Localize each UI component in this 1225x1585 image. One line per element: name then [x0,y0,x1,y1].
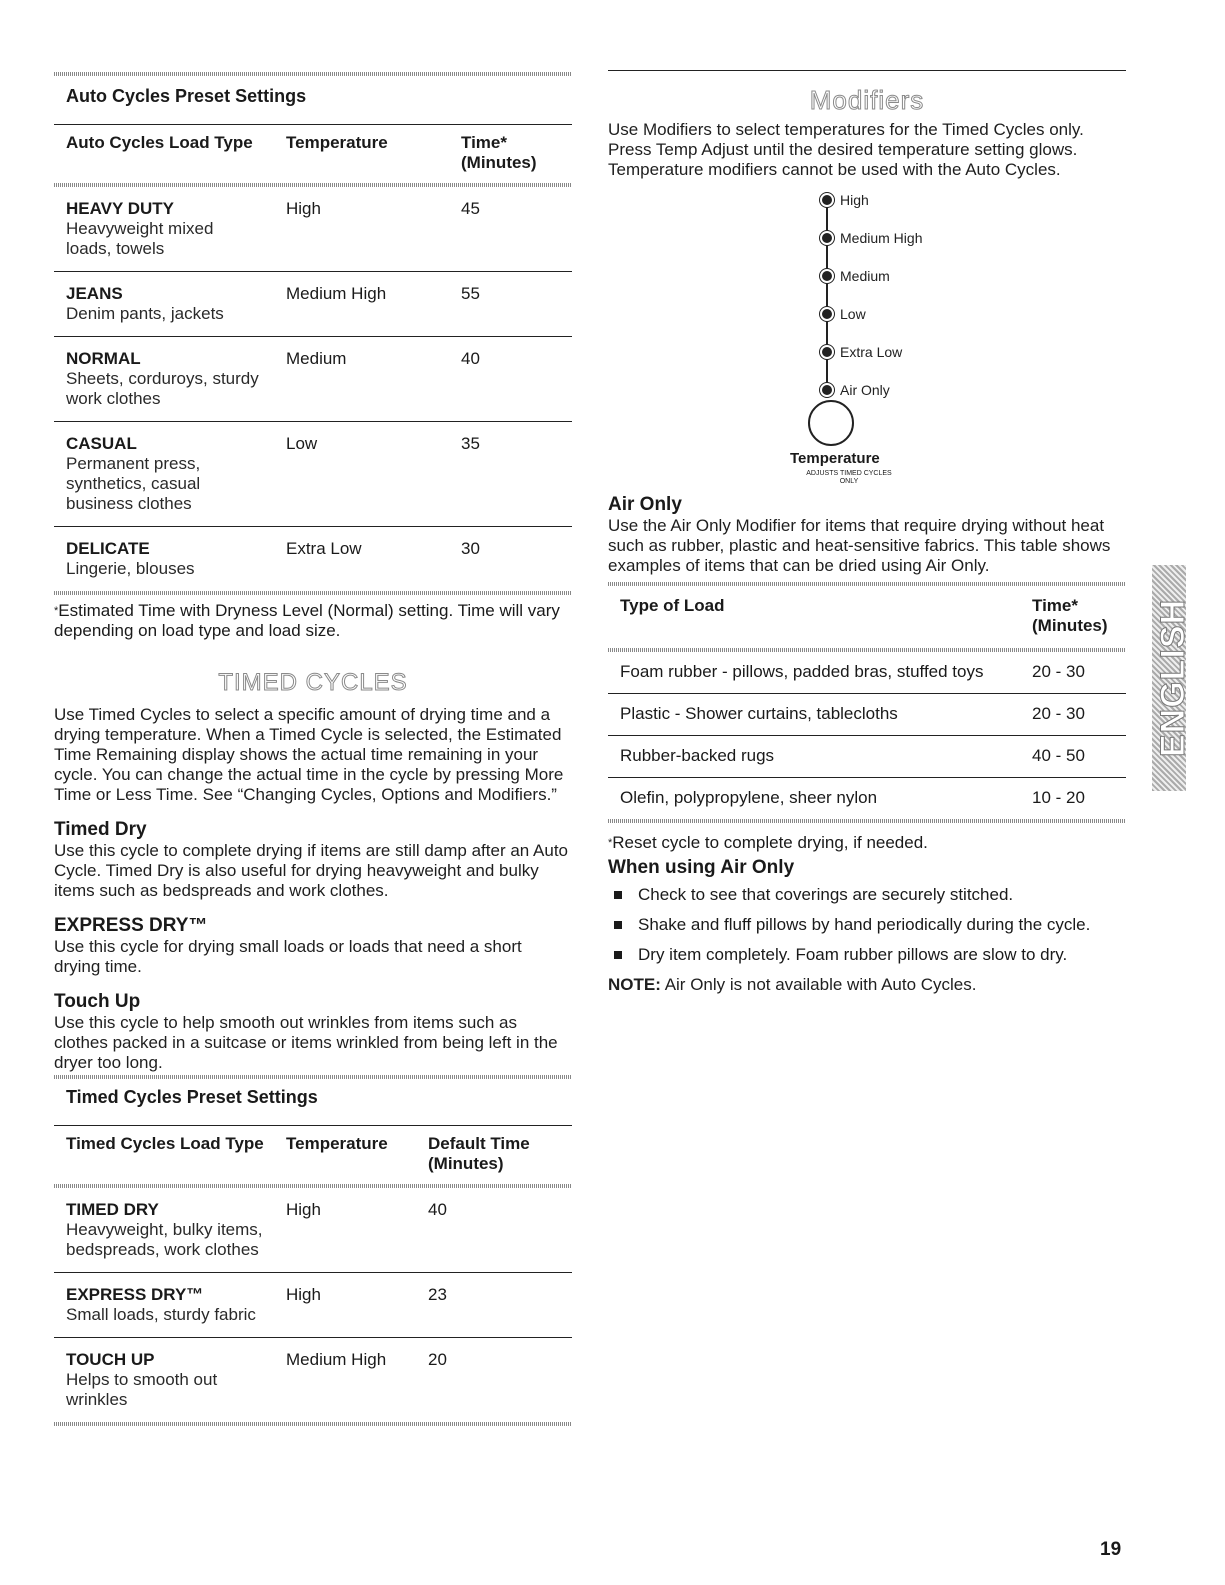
air-only-table [608,586,1126,819]
table-row: Foam rubber - pillows, padded bras, stuffed toys 20 - 30 [608,652,1126,694]
touch-up-heading: Touch Up [54,991,141,1012]
note: NOTE: Air Only is not available with Auto Cycles. [608,975,977,994]
indicator-light-icon [820,231,834,245]
table-row: TIMED DRY Heavyweight, bulky items, bedspreads, work clothes High 40 [54,1188,572,1273]
column-header: Temperature [286,1134,388,1153]
express-dry-heading: EXPRESS DRY™ [54,915,208,936]
table-row: NORMAL Sheets, corduroys, sturdy work clothes Medium 40 [54,337,572,422]
column-header: Timed Cycles Load Type [66,1134,264,1153]
express-dry-text: Use this cycle for drying small loads or loads that need a short drying time. [54,937,522,976]
table-row: EXPRESS DRY™ Small loads, sturdy fabric High 23 [54,1273,572,1338]
table-header-row [608,586,1126,648]
column-header: Temperature [286,133,388,152]
left-column [54,72,572,1426]
right-column [608,70,1126,995]
auto-table-footnote: *Estimated Time with Dryness Level (Normal) setting. Time will vary depending on load type and load size. [54,601,560,640]
indicator-light-icon [820,193,834,207]
table-row: CASUAL Permanent press, synthetics, casual business clothes Low 35 [54,422,572,527]
dial-sublabel: ADJUSTS TIMED CYCLES ONLY [806,470,892,485]
table-header-row [54,1126,572,1174]
auto-cycles-table [54,125,572,591]
dial-level: Medium High [820,230,922,246]
dial-level: High [820,192,869,208]
table-row: JEANS Denim pants, jackets Medium High 55 [54,272,572,337]
when-using-heading: When using Air Only [608,857,795,878]
touch-up-text: Use this cycle to help smooth out wrinkles from items such as clothes packed in a suitcase or items wrinkled from being left in the dryer too long. [54,1013,558,1072]
dial-label: Temperature [790,450,880,467]
list-item: Dry item completely. Foam rubber pillows are slow to dry. [608,945,1126,965]
timed-dry-heading: Timed Dry [54,819,147,840]
column-header: Auto Cycles Load Type [66,133,253,152]
timed-table-title: Timed Cycles Preset Settings [66,1087,318,1107]
list-item: Check to see that coverings are securely stitched. [608,885,1126,905]
table-header-row [54,125,572,173]
language-tab-label: ENGLISH [1154,598,1192,758]
air-only-footnote: *Reset cycle to complete drying, if needed. [608,833,928,852]
indicator-light-icon [820,383,834,397]
column-header: Default Time (Minutes) [428,1134,530,1173]
table-row: DELICATE Lingerie, blouses Extra Low 30 [66,539,480,578]
dial-level: Extra Low [820,344,902,360]
column-header: Time* (Minutes) [1032,596,1108,635]
table-row: Olefin, polypropylene, sheer nylon 10 - 20 [620,788,1085,807]
dial-level: Low [820,306,866,322]
page-number: 19 [1100,1539,1122,1560]
modifiers-intro: Use Modifiers to select temperatures for the Timed Cycles only. Press Temp Adjust until the desired temperature setting glows. Temperature modifiers cannot be used with the Auto Cycles. [608,120,1084,179]
indicator-light-icon [820,345,834,359]
knob-icon [808,400,854,446]
column-header: Type of Load [620,596,725,615]
column-header: Time* (Minutes) [461,133,537,172]
air-only-intro: Use the Air Only Modifier for items that require drying without heat such as rubber, plastic and heat-sensitive fabrics. This table shows examples of items that can be dried using Air Only. [608,516,1111,575]
table-row: TOUCH UP Helps to smooth out wrinkles Medium High 20 [66,1350,447,1409]
table-row: HEAVY DUTY Heavyweight mixed loads, towels High 45 [54,187,572,272]
table-row: Rubber-backed rugs 40 - 50 [608,736,1126,778]
timed-cycles-table [54,1126,572,1422]
list-item: Shake and fluff pillows by hand periodically during the cycle. [608,915,1126,935]
dial-level: Medium [820,268,890,284]
timed-dry-text: Use this cycle to complete drying if items are still damp after an Auto Cycle. Timed Dry is also useful for drying heavyweight and bulky items such as bedspreads and work clothes. [54,841,569,900]
auto-table-title: Auto Cycles Preset Settings [66,86,307,106]
indicator-light-icon [820,307,834,321]
divider [608,819,1126,823]
timed-cycles-heading: TIMED CYCLES [218,669,408,696]
air-only-heading: Air Only [608,494,682,515]
table-row: Plastic - Shower curtains, tablecloths 20 - 30 [608,694,1126,736]
indicator-light-icon [820,269,834,283]
temperature-dial [790,188,928,485]
timed-cycles-intro: Use Timed Cycles to select a specific amount of drying time and a drying temperature. When a Timed Cycle is selected, the Estimated Time Remaining display shows the actual time remaining in your cycle. You can change the actual time in the cycle by pressing More Time or Less Time. See “Changing Cycles, Options and Modifiers.” [54,705,564,804]
modifiers-heading: Modifiers [809,85,925,115]
dial-level: Air Only [820,382,890,398]
divider [54,1422,572,1426]
divider [608,70,1126,71]
